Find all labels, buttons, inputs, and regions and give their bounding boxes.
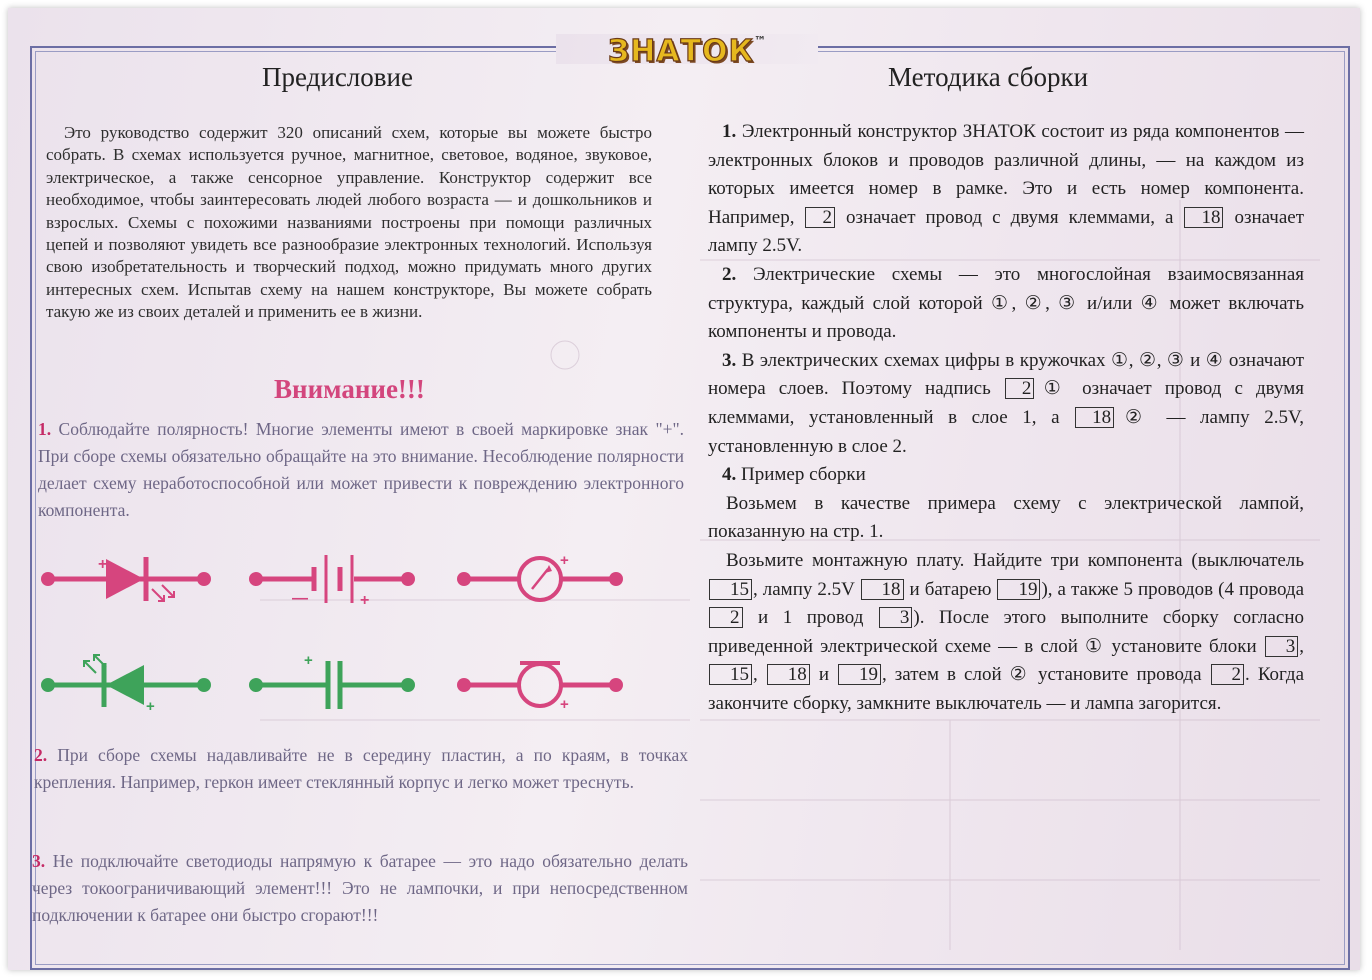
preface-paragraph: Это руководство содержит 320 описаний схем, которые вы можете быстро собрать. В схемах используется ручное, магнитное, световое, водяное, звуковое, электрическое, а также сенсорное управление. Конструктор содержит все необходимое, чтобы заинтересовать людей любого возраста — и дошкольников и взрослых. Схемы с похожими названиями построены при помощи различных цепей и позволяют увидеть все разнообразие электронных технологий. Используя свою изобретательность и творческий подход, можно придумать много других интересных схем. Испытав схему на нашем конструкторе, Вы можете собрать такую же из своих деталей и применить ее в жизни. <box>46 123 652 322</box>
plus-sign: + <box>560 552 569 569</box>
text-fragment: . Когда закончите сборку, замкните выключатель — и лампа загорится. <box>708 664 1304 714</box>
preface-title: Предисловие <box>262 62 413 92</box>
assembly-paragraph-2 <box>708 261 1304 347</box>
warning-item-1 <box>38 416 684 524</box>
motor-symbol <box>457 663 623 713</box>
warning-item-text: Не подключайте светодиоды напрямую к батарее — это надо обязательно делать через токоограничивающий элемент!!! Это не лампочки, и при непосредственном подключении к батарее они быстро сгорают!!! <box>32 851 688 925</box>
text-fragment: Возьмите монтажную плату. Найдите три компонента (выключатель <box>726 549 1304 571</box>
component-number-box: 3 <box>1265 636 1299 657</box>
assembly-text <box>708 118 1304 718</box>
meter-symbol <box>457 552 623 600</box>
text-fragment: ① означает провод с двумя клеммами, установленный в слое 1, а <box>708 378 1305 428</box>
text-fragment: , <box>1299 635 1304 657</box>
component-number-box: 15 <box>709 579 752 600</box>
warning-item-2 <box>34 742 688 796</box>
text-fragment: В электрических схемах цифры в кружочках ①, ②, ③ и ④ означают номера слоев. Поэтому надпись <box>708 349 1305 400</box>
assembly-paragraph-5 <box>708 490 1304 547</box>
plus-sign: + <box>560 696 569 713</box>
text-fragment: Электронный конструктор ЗНАТОК состоит из ряда компонентов — электронных блоков и проводов различной длины, — на каждом из которых имеется номер в рамке. Это и есть номер компонента. Например, <box>708 121 1305 228</box>
text-fragment: и 1 провод <box>758 607 864 629</box>
minus-sign: — <box>292 590 308 607</box>
battery-symbol <box>249 555 415 609</box>
text-fragment: Возьмем в качестве примера схему с электрической лампой, показанную на стр. 1. <box>708 492 1304 543</box>
component-number-box: 19 <box>997 579 1040 600</box>
text-fragment: означает лампу 2.5V. <box>708 206 1305 257</box>
paragraph-number: 1. <box>722 121 737 142</box>
component-number-box: 2 <box>1211 664 1245 685</box>
polarity-symbols <box>40 545 640 725</box>
warning-title: Внимание!!! <box>274 374 425 404</box>
assembly-title: Методика сборки <box>888 62 1089 92</box>
paragraph-number: 3. <box>722 349 737 371</box>
component-number-box: 19 <box>838 664 881 685</box>
brand-logo <box>556 34 818 69</box>
led-symbol <box>41 556 211 601</box>
preface-text <box>46 122 652 324</box>
assembly-paragraph-1 <box>708 118 1304 261</box>
plus-sign: + <box>360 592 370 609</box>
text-fragment: ). После этого выполните сборку согласно приведенной электрической схеме — в слой ① установите блоки <box>708 607 1304 657</box>
warning-item-number: 2. <box>34 745 48 765</box>
text-fragment: и <box>818 664 829 686</box>
warning-item-number: 1. <box>38 419 52 439</box>
warning-item-number: 3. <box>32 851 46 871</box>
assembly-paragraph-3 <box>708 347 1304 461</box>
warning-item-3 <box>32 848 688 929</box>
plus-sign: + <box>304 652 313 669</box>
component-number-box: 18 <box>861 579 904 600</box>
brand-name: ЗНАТОК <box>607 34 755 69</box>
component-number-box: 18 <box>1075 407 1114 428</box>
component-number-box: 18 <box>1184 207 1223 228</box>
photodiode-symbol <box>41 655 211 715</box>
text-fragment: и батарею <box>909 578 992 600</box>
example-title: Пример сборки <box>741 464 866 486</box>
text-fragment: , лампу 2.5V <box>753 578 855 600</box>
assembly-paragraph-4 <box>708 461 1304 490</box>
capacitor-symbol <box>249 652 415 709</box>
warning-item-text: Соблюдайте полярность! Многие элементы имеют в своей маркировке знак "+". При сборе схемы обязательно обращайте на это внимание. Несоблюдение полярности делает схему неработоспособной или может привести к повреждению электронного компонента. <box>38 419 685 520</box>
text-fragment: ), а также 5 проводов (4 провода <box>1041 578 1305 600</box>
plus-sign: + <box>98 556 108 573</box>
assembly-paragraph-6 <box>708 547 1304 719</box>
component-number-box: 2 <box>1005 378 1035 399</box>
trademark-sign: ™ <box>754 34 767 48</box>
component-number-box: 2 <box>709 607 743 628</box>
paragraph-number: 4. <box>722 464 737 486</box>
component-number-box: 3 <box>879 607 913 628</box>
paragraph-number: 2. <box>722 263 737 285</box>
text-fragment: ② — лампу 2.5V, установленную в слое 2. <box>708 406 1305 457</box>
text-fragment: означает провод с двумя клеммами, а <box>845 206 1174 228</box>
warning-item-text: При сборе схемы надавливайте не в середину пластин, а по краям, в точках крепления. Например, геркон имеет стеклянный корпус и легко может треснуть. <box>34 745 689 792</box>
text-fragment: , <box>753 664 758 686</box>
component-number-box: 15 <box>709 664 752 685</box>
plus-sign: + <box>146 698 155 715</box>
text-fragment: Электрические схемы — это многослойная взаимосвязанная структура, каждый слой которой ①, ②, ③ и/или ④ может включать компоненты и провода. <box>708 263 1305 343</box>
component-number-box: 2 <box>805 207 835 228</box>
component-number-box: 18 <box>767 664 810 685</box>
text-fragment: , затем в слой ② установите провода <box>882 664 1202 686</box>
